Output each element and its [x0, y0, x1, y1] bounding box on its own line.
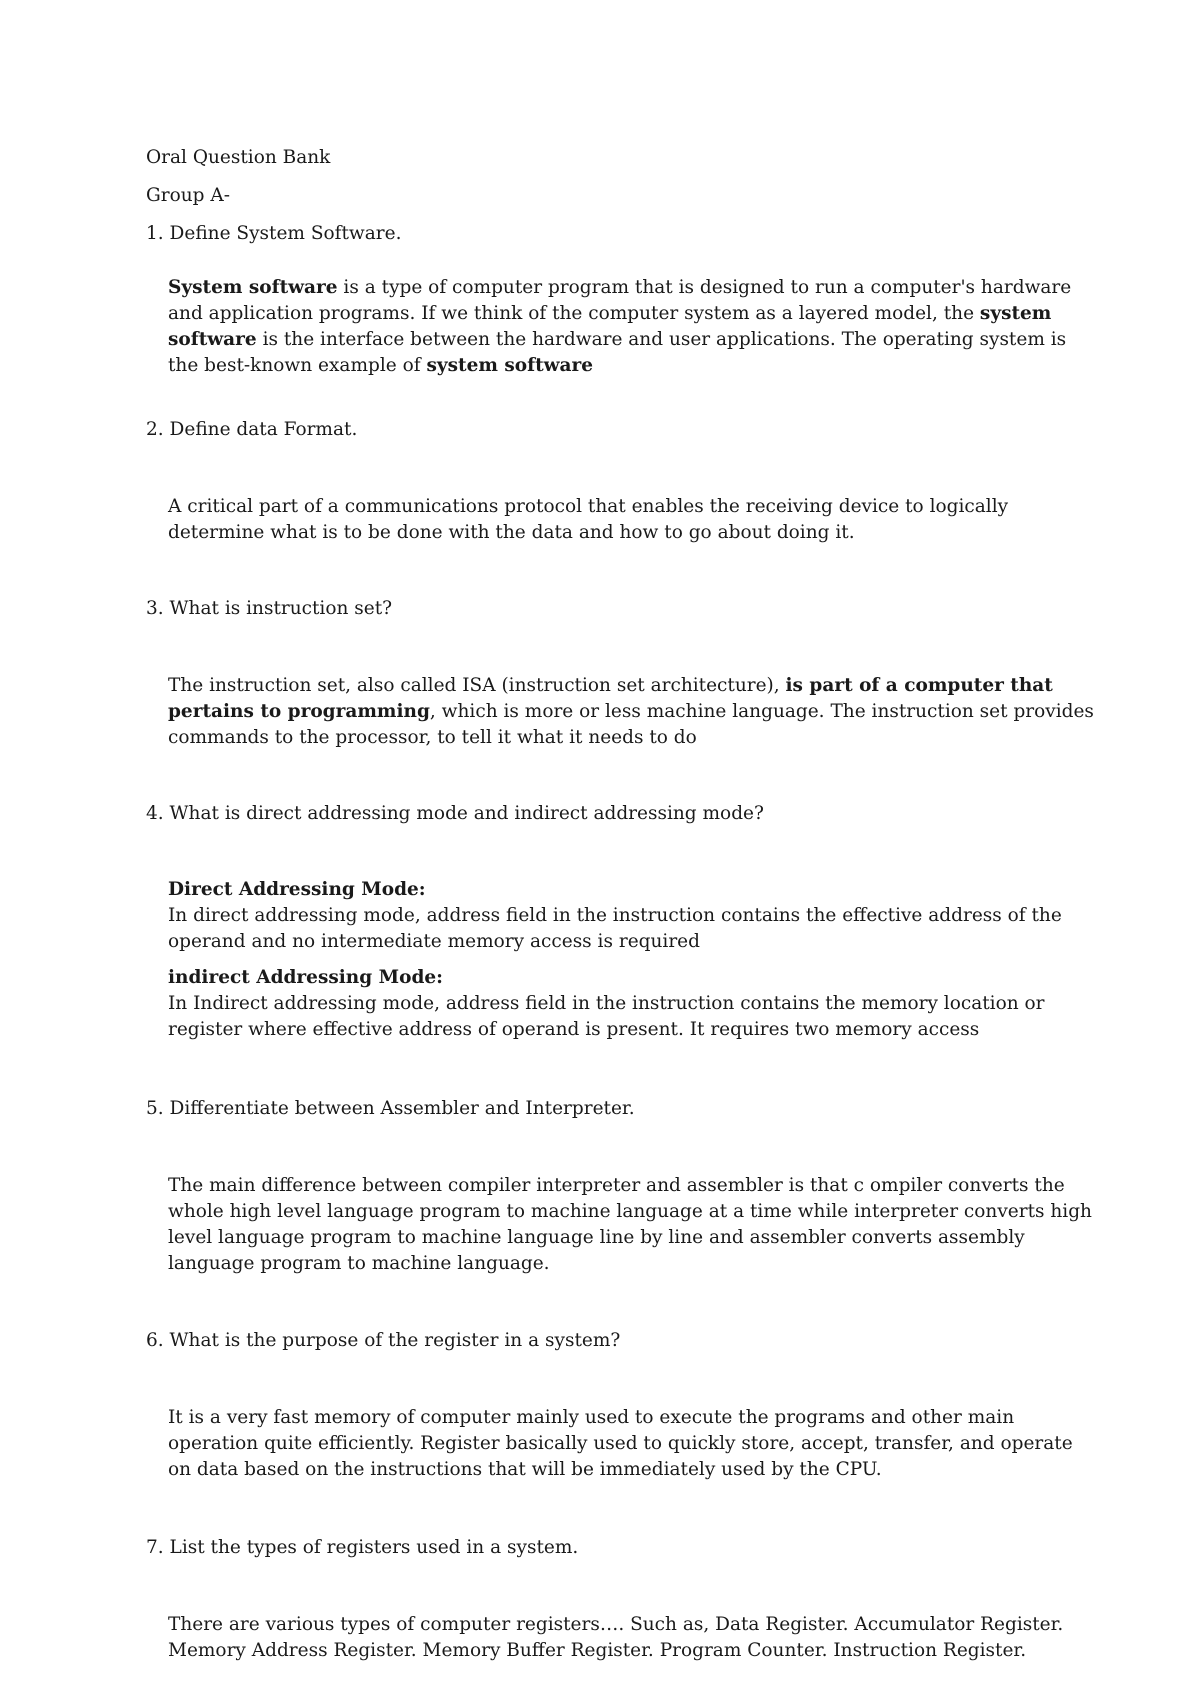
direct-mode-line-1: In direct addressing mode, address field in the instruction contains the effective address of the: [168, 905, 1062, 926]
answer-6-line-2: operation quite efficiently. Register basically used to quickly store, accept, transfer, and operate: [168, 1433, 1073, 1454]
direct-mode-line-2: operand and no intermediate memory access is required: [168, 931, 700, 952]
answer-1-line-2: and application programs. If we think of the computer system as a layered model, the system: [168, 303, 1052, 324]
indirect-mode-line-1: In Indirect addressing mode, address field in the instruction contains the memory location or: [168, 993, 1045, 1014]
question-1: 1. Define System Software.: [146, 223, 402, 244]
answer-5-line-4: language program to machine language.: [168, 1253, 550, 1274]
answer-1-line-3: software is the interface between the hardware and user applications. The operating system is: [168, 329, 1067, 350]
answer-7-line-1: There are various types of computer registers…. Such as, Data Register. Accumulator Register.: [168, 1614, 1064, 1635]
question-6: 6. What is the purpose of the register in a system?: [146, 1330, 621, 1351]
question-3: 3. What is instruction set?: [146, 598, 393, 619]
indirect-mode-line-2: register where effective address of operand is present. It requires two memory access: [168, 1019, 980, 1040]
answer-3-line-1: The instruction set, also called ISA (instruction set architecture), is part of a computer that: [168, 675, 1053, 696]
answer-5-line-2: whole high level language program to machine language at a time while interpreter converts high: [168, 1201, 1092, 1222]
answer-3-line-3: commands to the processor, to tell it what it needs to do: [168, 727, 697, 748]
document-title: Oral Question Bank: [146, 147, 331, 168]
answer-1-line-4: the best-known example of system software: [168, 355, 594, 376]
question-4: 4. What is direct addressing mode and indirect addressing mode?: [146, 803, 764, 824]
answer-5-line-1: The main difference between compiler interpreter and assembler is that c ompiler converts the: [168, 1175, 1065, 1196]
answer-2-line-2: determine what is to be done with the data and how to go about doing it.: [168, 522, 855, 543]
answer-7-line-2: Memory Address Register. Memory Buffer Register. Program Counter. Instruction Register.: [168, 1640, 1027, 1661]
question-7: 7. List the types of registers used in a system.: [146, 1537, 579, 1558]
answer-2-line-1: A critical part of a communications protocol that enables the receiving device to logically: [168, 496, 1009, 517]
group-heading: Group A-: [146, 185, 231, 206]
direct-mode-heading: Direct Addressing Mode:: [168, 879, 426, 900]
question-2: 2. Define data Format.: [146, 419, 358, 440]
question-5: 5. Differentiate between Assembler and Interpreter.: [146, 1098, 635, 1119]
answer-1-line-1: System software is a type of computer program that is designed to run a computer's hardware: [168, 277, 1072, 298]
indirect-mode-heading: indirect Addressing Mode:: [168, 967, 443, 988]
answer-6-line-3: on data based on the instructions that will be immediately used by the CPU.: [168, 1459, 882, 1480]
answer-6-line-1: It is a very fast memory of computer mainly used to execute the programs and other main: [168, 1407, 1015, 1428]
answer-3-line-2: pertains to programming, which is more or less machine language. The instruction set provides: [168, 701, 1094, 722]
answer-5-line-3: level language program to machine language line by line and assembler converts assembly: [168, 1227, 1025, 1248]
